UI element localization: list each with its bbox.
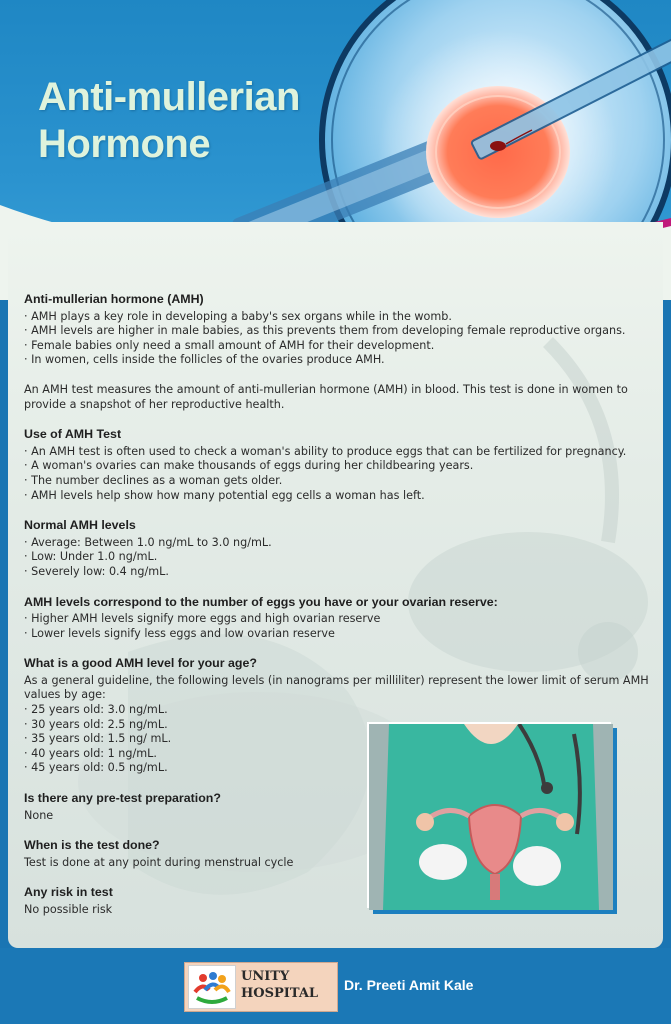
doctor-uterus-model-photo bbox=[369, 724, 613, 910]
doctor-name: Dr. Preeti Amit Kale bbox=[344, 977, 474, 993]
section-test-description bbox=[24, 383, 654, 412]
bullet-item: · Average: Between 1.0 ng/mL to 3.0 ng/mL. bbox=[24, 535, 272, 549]
bullet-item: · AMH levels are higher in male babies, as this prevents them from developing female reproductive organs. bbox=[24, 324, 626, 338]
section-heading: When is the test done? bbox=[24, 838, 160, 853]
bullet-item: · AMH plays a key role in developing a baby's sex organs while in the womb. bbox=[24, 309, 452, 323]
section-normal-levels bbox=[24, 518, 654, 579]
hospital-logo-icon bbox=[188, 965, 236, 1009]
paragraph: An AMH test measures the amount of anti-mullerian hormone (AMH) in blood. This test is done in women to provide a snapshot of her reproductive health. bbox=[24, 382, 628, 411]
bullet-item: · 25 years old: 3.0 ng/mL. bbox=[24, 703, 168, 717]
bullet-item: · The number declines as a woman gets older. bbox=[24, 473, 283, 487]
section-heading: AMH levels correspond to the number of eggs you have or your ovarian reserve: bbox=[24, 594, 498, 609]
title-line-1: Anti-mullerian bbox=[38, 75, 300, 119]
hospital-name bbox=[241, 968, 318, 1002]
answer-text: None bbox=[24, 808, 54, 822]
section-ovarian-reserve bbox=[24, 595, 654, 642]
title-line-2: Hormone bbox=[38, 122, 211, 166]
answer-text: Test is done at any point during menstrual cycle bbox=[24, 855, 294, 869]
people-logo-icon bbox=[189, 966, 235, 1008]
answer-text: No possible risk bbox=[24, 903, 113, 916]
sperm-cell bbox=[490, 141, 506, 151]
bullet-item: · 35 years old: 1.5 ng/ mL. bbox=[24, 732, 172, 746]
bullet-item: · Higher AMH levels signify more eggs and high ovarian reserve bbox=[24, 612, 381, 626]
page-title bbox=[38, 74, 300, 168]
section-heading: Any risk in test bbox=[24, 885, 113, 900]
hospital-name-line-1: UNITY bbox=[241, 969, 290, 984]
bullet-item: · A woman's ovaries can make thousands of eggs during her childbearing years. bbox=[24, 459, 474, 473]
section-use bbox=[24, 427, 654, 503]
section-heading: What is a good AMH level for your age? bbox=[24, 656, 257, 671]
bullet-item: · Low: Under 1.0 ng/mL. bbox=[24, 550, 158, 564]
paragraph: As a general guideline, the following levels (in nanograms per milliliter) represent the lower limit of serum AMH values by age: bbox=[24, 673, 649, 702]
bullet-item: · Female babies only need a small amount of AMH for their development. bbox=[24, 338, 435, 352]
bullet-item: · Severely low: 0.4 ng/mL. bbox=[24, 564, 169, 578]
bullet-item: · An AMH test is often used to check a woman's ability to produce eggs that can be fertilized for pregnancy. bbox=[24, 444, 627, 458]
bullet-item: · 40 years old: 1 ng/mL. bbox=[24, 746, 157, 760]
section-heading: Use of AMH Test bbox=[24, 427, 122, 442]
section-heading: Is there any pre-test preparation? bbox=[24, 791, 221, 806]
bullet-item: · Lower levels signify less eggs and low ovarian reserve bbox=[24, 626, 335, 640]
bullet-item: · In women, cells inside the follicles of the ovaries produce AMH. bbox=[24, 353, 385, 367]
section-heading: Normal AMH levels bbox=[24, 518, 136, 533]
section-intro bbox=[24, 292, 654, 368]
hospital-name-line-2: HOSPITAL bbox=[241, 986, 319, 1001]
bullet-item: · 30 years old: 2.5 ng/mL. bbox=[24, 717, 168, 731]
doctor-illustration bbox=[369, 724, 613, 910]
bullet-item: · AMH levels help show how many potential egg cells a woman has left. bbox=[24, 488, 425, 502]
section-heading: Anti-mullerian hormone (AMH) bbox=[24, 292, 204, 306]
bullet-item: · 45 years old: 0.5 ng/mL. bbox=[24, 761, 168, 775]
